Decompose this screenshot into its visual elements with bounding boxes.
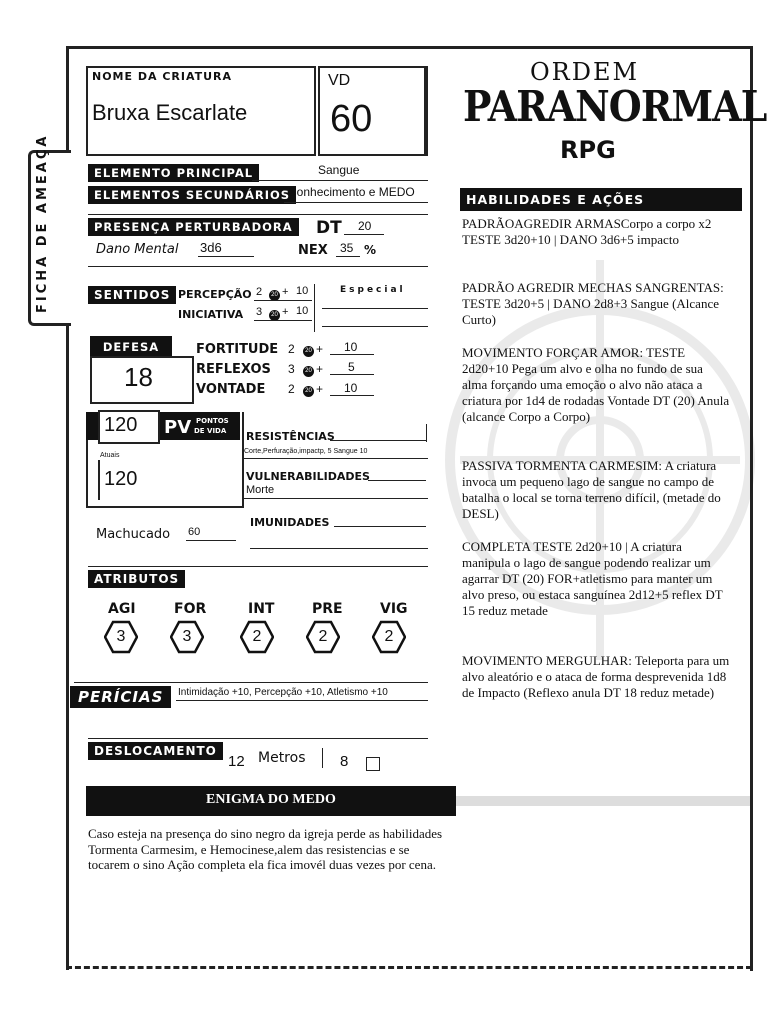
immunities-line bbox=[334, 526, 426, 527]
presence-header: PRESENÇA PERTURBADORA bbox=[88, 218, 299, 236]
attribute-name-vig: VIG bbox=[380, 601, 408, 617]
perception-dice[interactable]: 2 bbox=[256, 286, 263, 298]
logo-paranormal: PARANORMAL bbox=[463, 82, 767, 131]
wounded-line bbox=[186, 540, 236, 541]
nex-unit: % bbox=[364, 243, 377, 257]
presence-dt-label: DT bbox=[316, 218, 342, 238]
plus-sign: + bbox=[282, 286, 289, 298]
plus-sign: + bbox=[316, 362, 324, 376]
attribute-hex-vig[interactable] bbox=[372, 620, 406, 654]
wounded-value[interactable]: 60 bbox=[188, 526, 201, 538]
secondary-elements-value[interactable]: Conhecimento e MEDO bbox=[288, 185, 415, 199]
reflexes-line bbox=[330, 374, 374, 375]
pv-current-label: Atuais bbox=[100, 452, 120, 459]
vd-label: VD bbox=[328, 72, 351, 89]
senses-special-line2 bbox=[322, 326, 428, 327]
secondary-elements-header: ELEMENTOS SECUNDÁRIOS bbox=[88, 186, 296, 204]
presence-dt-value[interactable]: 20 bbox=[358, 219, 372, 233]
frame-bottom bbox=[66, 966, 752, 969]
resistances-bracket bbox=[426, 424, 427, 442]
logo-ordem: ORDEM bbox=[530, 58, 640, 86]
initiative-label: INICIATIVA bbox=[178, 308, 244, 321]
plus-sign: + bbox=[316, 342, 324, 356]
senses-header: SENTIDOS bbox=[88, 286, 176, 304]
movement-value[interactable]: 12 bbox=[228, 753, 245, 770]
frame-left-lower bbox=[66, 320, 69, 970]
vd-value[interactable]: 60 bbox=[330, 98, 373, 140]
creature-name-label: NOME DA CRIATURA bbox=[92, 70, 233, 83]
movement-top-line bbox=[88, 738, 428, 739]
mental-damage-label: Dano Mental bbox=[96, 242, 179, 257]
reflexes-dice[interactable]: 3 bbox=[288, 362, 295, 376]
pv-sublabel-1: PONTOS bbox=[196, 417, 229, 425]
skills-value[interactable]: Intimidação +10, Percepção +10, Atletismo +10 bbox=[178, 687, 388, 698]
attribute-value-vig: 2 bbox=[384, 628, 394, 645]
enigma-title: ENIGMA DO MEDO bbox=[206, 792, 336, 807]
movement-squares[interactable]: 8 bbox=[340, 753, 349, 770]
d20-icon: 20 bbox=[303, 346, 314, 357]
frame-top bbox=[66, 46, 750, 49]
fortitude-bonus[interactable]: 10 bbox=[344, 340, 358, 354]
ability-item: MOVIMENTO MERGULHAR: Teleporta para um alvo aleatório e o ataca de forma desprevenida 1d8 de Impacto (Reflexo anula DT 18 reduz metade) bbox=[462, 653, 730, 700]
creature-name-value[interactable]: Bruxa Escarlate bbox=[92, 100, 248, 125]
senses-special-divider bbox=[314, 284, 315, 332]
vulnerabilities-value[interactable]: Morte bbox=[246, 484, 275, 496]
plus-sign: + bbox=[282, 306, 289, 318]
attribute-hex-for[interactable] bbox=[170, 620, 204, 654]
ability-item: PADRÃO AGREDIR MECHAS SANGRENTAS: TESTE 3d20+5 | DANO 2d8+3 Sangue (Alcance Curto) bbox=[462, 280, 724, 327]
initiative-dice[interactable]: 3 bbox=[256, 306, 263, 318]
secondary-elements-line bbox=[284, 202, 428, 203]
attribute-value-for: 3 bbox=[182, 628, 192, 645]
vulnerabilities-label: VULNERABILIDADES bbox=[246, 470, 370, 483]
enigma-text: Caso esteja na presença do sino negro da igreja perde as habilidades Tormenta Carmesim, e Hemocinese,alem das resistencias e se tocarem o sino Ação completa ela fica imovél duas vezes por cena. bbox=[88, 826, 443, 872]
presence-top-line bbox=[88, 214, 428, 215]
resistances-line bbox=[330, 440, 426, 441]
nex-value[interactable]: 35 bbox=[340, 241, 354, 255]
principal-element-line bbox=[252, 180, 428, 181]
ability-item: MOVIMENTO FORÇAR AMOR: TESTE 2d20+10 Pega um alvo e olha no fundo de sua alma forçando uma emoção o alvo não ataca a criatura por 1d4 de rodadas Vontade DT (20) Anula (alcance Corpo a Corpo) bbox=[462, 345, 730, 424]
will-label: VONTADE bbox=[196, 382, 266, 397]
d20-icon: 20 bbox=[269, 290, 280, 301]
reflexes-label: REFLEXOS bbox=[196, 362, 271, 377]
resistances-value[interactable]: Corte,Perfuração,impactp, 5 Sangue 10 bbox=[244, 448, 368, 455]
immunities-label: IMUNIDADES bbox=[250, 516, 330, 529]
defense-value[interactable]: 18 bbox=[124, 362, 153, 392]
perception-label: PERCEPÇÃO bbox=[178, 288, 252, 301]
skills-top-line bbox=[74, 682, 428, 683]
movement-divider bbox=[322, 748, 323, 768]
wounded-label: Machucado bbox=[96, 527, 171, 542]
principal-element-value[interactable]: Sangue bbox=[318, 163, 360, 177]
perception-bonus[interactable]: 10 bbox=[296, 285, 309, 297]
attribute-hex-agi[interactable] bbox=[104, 620, 138, 654]
presence-bottom-line bbox=[88, 266, 428, 267]
vulnerabilities-line-2 bbox=[244, 498, 428, 499]
enigma-header-tail bbox=[456, 796, 750, 806]
attribute-name-int: INT bbox=[248, 601, 275, 617]
movement-header: DESLOCAMENTO bbox=[88, 742, 223, 760]
presence-dt-line bbox=[344, 234, 384, 235]
resistances-label: RESISTÊNCIAS bbox=[246, 430, 335, 443]
will-line bbox=[330, 395, 374, 396]
perception-line bbox=[254, 300, 312, 301]
ability-item: COMPLETA TESTE 2d20+10 | A criatura manipula o lago de sangue podendo realizar um agarrar DT (20) FOR+atletismo para manter um alvo preso, ou estaca sanguínea 2d12+5 reflex DT 15 reduz metade bbox=[462, 539, 723, 618]
attribute-value-pre: 2 bbox=[318, 628, 328, 645]
defense-header: DEFESA bbox=[90, 336, 172, 358]
senses-special-line1 bbox=[322, 308, 428, 309]
senses-special-label: Especial bbox=[340, 285, 406, 295]
attribute-value-agi: 3 bbox=[116, 628, 126, 645]
skills-line bbox=[176, 700, 428, 701]
nex-line bbox=[336, 256, 360, 257]
ability-item: PASSIVA TORMENTA CARMESIM: A criatura invoca um pequeno lago de sangue no campo de batalha o local se torna terreno difícil, (metade do DESL) bbox=[462, 458, 721, 521]
will-bonus[interactable]: 10 bbox=[344, 381, 358, 395]
fortitude-label: FORTITUDE bbox=[196, 342, 279, 357]
threat-sheet-tab-label: FICHA DE AMEAÇA bbox=[35, 133, 50, 313]
ability-item: PADRÃOAGREDIR ARMASCorpo a corpo x2 TESTE 3d20+10 | DANO 3d6+5 impacto bbox=[462, 216, 712, 247]
d20-icon: 20 bbox=[303, 386, 314, 397]
mental-damage-value[interactable]: 3d6 bbox=[200, 240, 222, 255]
logo-rpg: RPG bbox=[560, 136, 616, 164]
pv-label: PV bbox=[164, 417, 192, 438]
fortitude-dice[interactable]: 2 bbox=[288, 342, 295, 356]
attributes-top-line bbox=[88, 566, 428, 567]
d20-icon: 20 bbox=[303, 366, 314, 377]
attribute-name-pre: PRE bbox=[312, 601, 343, 617]
mental-damage-line bbox=[198, 256, 254, 257]
plus-sign: + bbox=[316, 382, 324, 396]
pv-max-value[interactable]: 120 bbox=[104, 414, 138, 436]
principal-element-header: ELEMENTO PRINCIPAL bbox=[88, 164, 259, 182]
initiative-line bbox=[254, 320, 312, 321]
nex-label: NEX bbox=[298, 243, 328, 258]
fortitude-line bbox=[330, 354, 374, 355]
abilities-header: HABILIDADES E AÇÕES bbox=[460, 188, 742, 211]
attribute-hex-pre[interactable] bbox=[306, 620, 340, 654]
pv-sublabel-2: DE VIDA bbox=[194, 427, 227, 435]
initiative-bonus[interactable]: 10 bbox=[296, 305, 309, 317]
movement-unit: Metros bbox=[258, 750, 306, 766]
d20-icon: 20 bbox=[269, 310, 280, 321]
immunities-line-2 bbox=[250, 548, 428, 549]
attribute-value-int: 2 bbox=[252, 628, 262, 645]
attribute-hex-int[interactable] bbox=[240, 620, 274, 654]
attributes-header: ATRIBUTOS bbox=[88, 570, 185, 588]
attribute-name-for: FOR bbox=[174, 601, 207, 617]
reflexes-bonus[interactable]: 5 bbox=[348, 360, 355, 374]
frame-left bbox=[66, 46, 69, 154]
attribute-name-agi: AGI bbox=[108, 601, 136, 617]
threat-sheet-tab bbox=[28, 133, 71, 326]
vulnerabilities-line bbox=[368, 480, 426, 481]
pv-current-value[interactable]: 120 bbox=[104, 468, 138, 490]
will-dice[interactable]: 2 bbox=[288, 382, 295, 396]
movement-checkbox[interactable] bbox=[366, 757, 380, 771]
resistances-line-2 bbox=[244, 458, 428, 459]
skills-header: PERÍCIAS bbox=[70, 686, 171, 708]
